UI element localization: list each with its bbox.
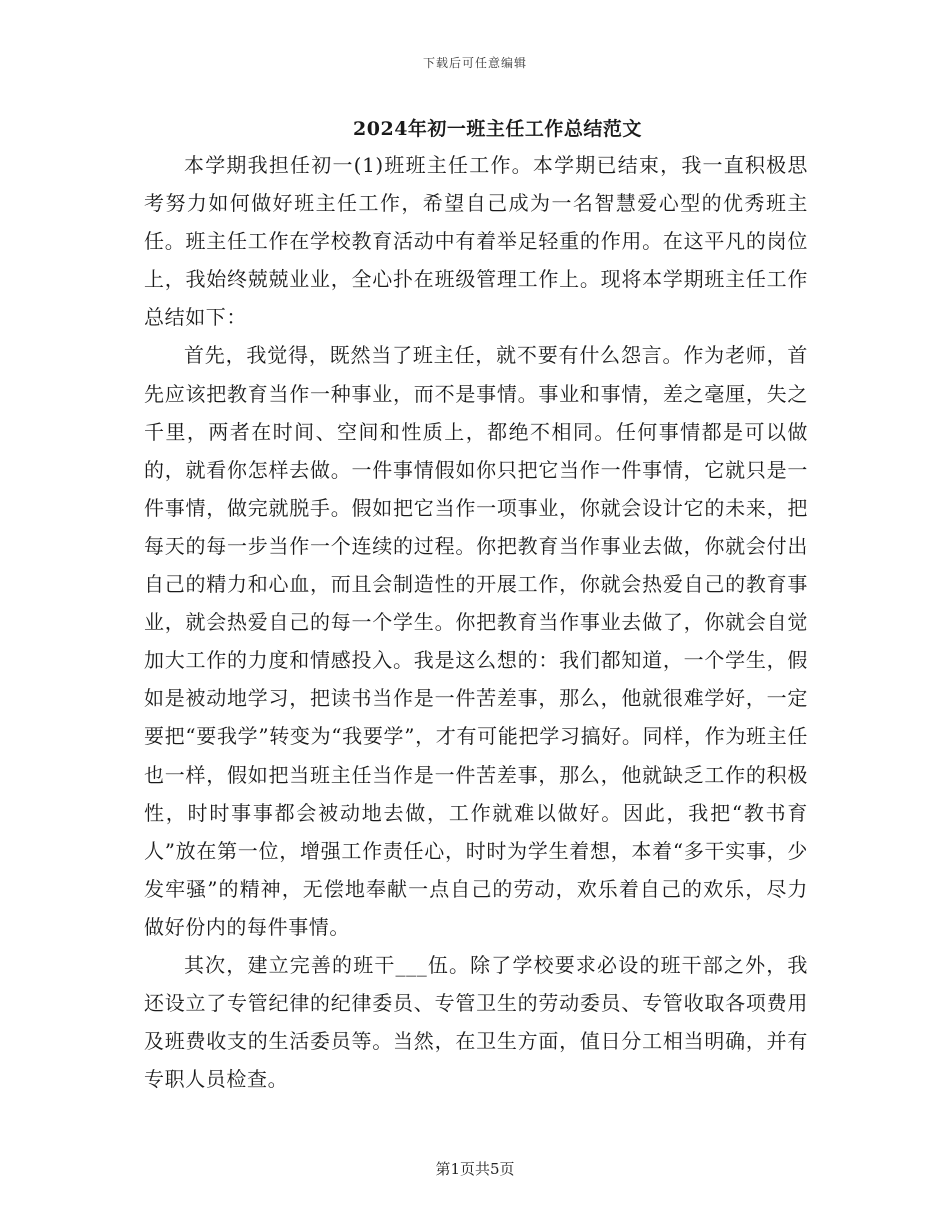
document-title: 2024年初一班主任工作总结范文: [353, 118, 642, 140]
page-number: 第1页共5页: [435, 1160, 515, 1178]
document-body: [144, 146, 808, 1098]
paragraph-intro: 本学期我担任初一(1)班班主任工作。本学期已结束，我一直积极思考努力如何做好班主任工作，希望自己成为一名智慧爱心型的优秀班主任。班主任工作在学校教育活动中有着举足轻重的作用。在这平凡的岗位上，我始终兢兢业业，全心扑在班级管理工作上。现将本学期班主任工作总结如下：: [144, 153, 808, 330]
paragraph-second: 其次，建立完善的班干___伍。除了学校要求必设的班干部之外，我还设立了专管纪律的纪律委员、专管卫生的劳动委员、专管收取各项费用及班费收支的生活委员等。当然，在卫生方面，值日分工相当明确，并有专职人员检查。: [144, 952, 808, 1092]
paragraph-first: 首先，我觉得，既然当了班主任，就不要有什么怨言。作为老师，首先应该把教育当作一种事业，而不是事情。事业和事情，差之毫厘，失之千里，两者在时间、空间和性质上，都绝不相同。任何事情都是可以做的，就看你怎样去做。一件事情假如你只把它当作一件事情，它就只是一件事情，做完就脱手。假如把它当作一项事业，你就会设计它的未来，把每天的每一步当作一个连续的过程。你把教育当作事业去做，你就会付出自己的精力和心血，而且会制造性的开展工作，你就会热爱自己的教育事业，就会热爱自己的每一个学生。你把教育当作事业去做了，你就会自觉加大工作的力度和情感投入。我是这么想的：我们都知道，一个学生，假如是被动地学习，把读书当作是一件苦差事，那么，他就很难学好，一定要把“要我学”转变为“我要学”，才有可能把学习搞好。同样，作为班主任也一样，假如把当班主任当作是一件苦差事，那么，他就缺乏工作的积极性，时时事事都会被动地去做，工作就难以做好。因此，我把“教书育人”放在第一位，增强工作责任心，时时为学生着想，本着“多干实事，少发牢骚”的精神，无偿地奉献一点自己的劳动，欢乐着自己的欢乐，尽力做好份内的每件事情。: [144, 343, 808, 939]
header-note: 下载后可任意编辑: [422, 56, 527, 70]
